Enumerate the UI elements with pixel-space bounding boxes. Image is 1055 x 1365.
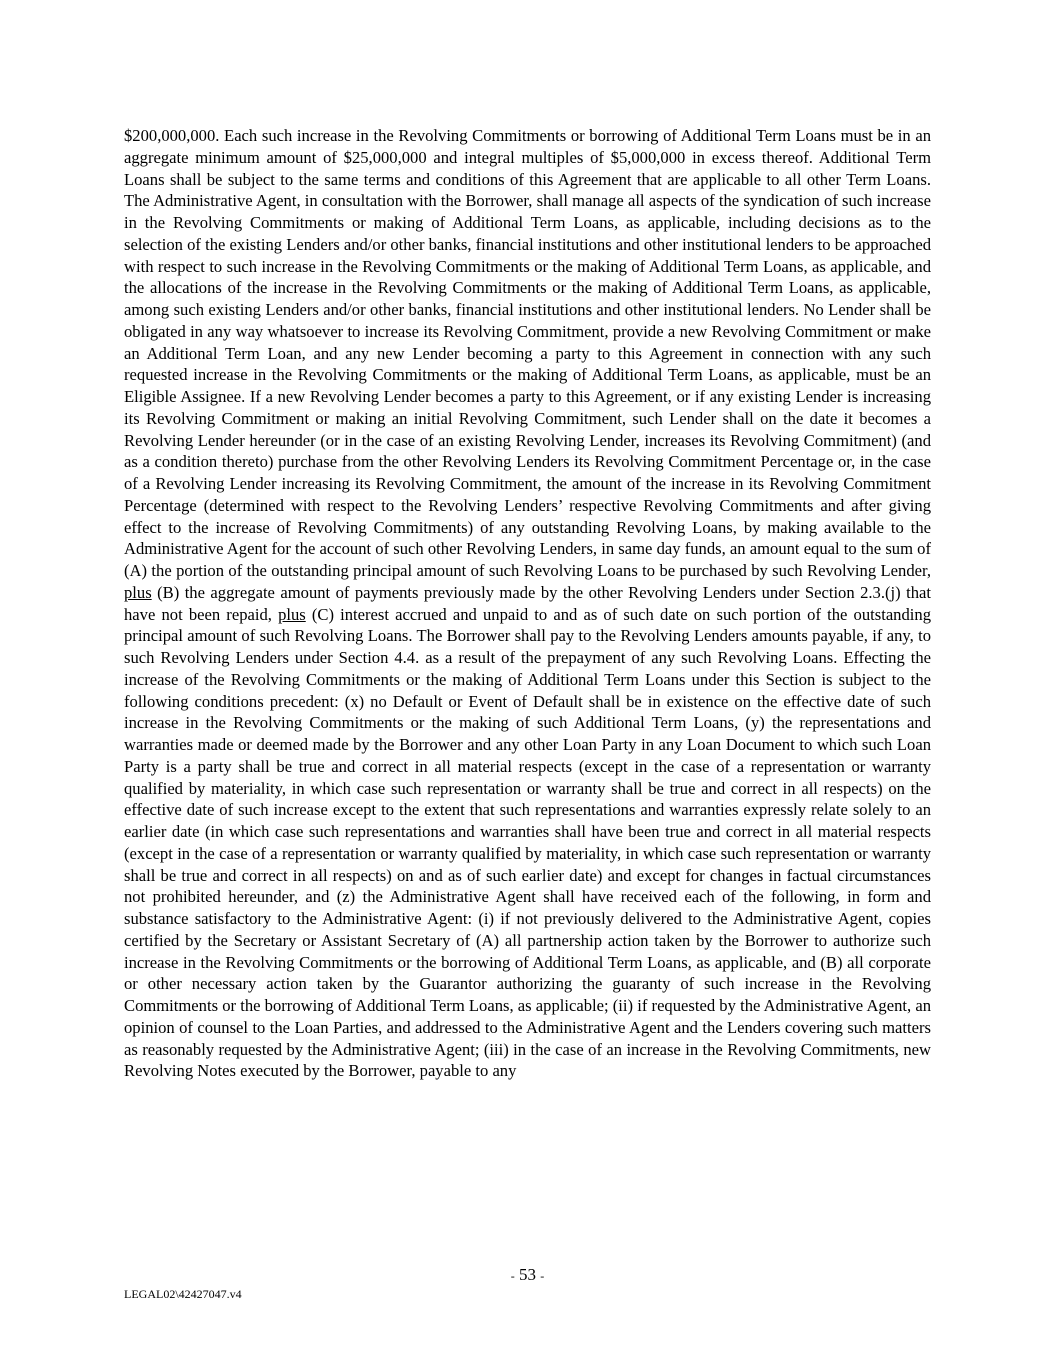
paragraph-run: (B) the aggregate amount of payments previously made by the other Revolving Lenders under Section 2.3.(j) that have not been repaid, [124,582,931,624]
underlined-term: plus [124,582,152,602]
document-id: LEGAL02\42427047.v4 [124,1287,242,1301]
page-number-dash-right: - [540,1269,545,1283]
page-number [0,1265,1055,1285]
body-paragraph [124,125,931,1082]
paragraph-run: $200,000,000. Each such increase in the Revolving Commitments or borrowing of Additional Term Loans must be in an aggregate minimum amount of $25,000,000 and integral multiples of $5,000,000 in excess thereof. Additional Term Loans shall be subject to the same terms and conditions of this Agreement that are applicable to all other Term Loans. The Administrative Agent, in consultation with the Borrower, shall manage all aspects of the syndication of such increase in the Revolving Commitments or making of Additional Term Loans, as applicable, including decisions as to the selection of the existing Lenders and/or other banks, financial institutions and other institutional lenders to be approached with respect to such increase in the Revolving Commitments or the making of Additional Term Loans, as applicable, and the allocations of the increase in the Revolving Commitments or the making of Additional Term Loans, as applicable, among such existing Lenders and/or other banks, financial institutions and other institutional lenders. No Lender shall be obligated in any way whatsoever to increase its Revolving Commitment, provide a new Revolving Commitment or make an Additional Term Loan, and any new Lender becoming a party to this Agreement in connection with any such requested increase in the Revolving Commitments or the making of Additional Term Loans, as applicable, must be an Eligible Assignee. If a new Revolving Lender becomes a party to this Agreement, or if any existing Lender is increasing its Revolving Commitment or making an initial Revolving Commitment, such Lender shall on the date it becomes a Revolving Lender hereunder (or in the case of an existing Revolving Lender, increases its Revolving Commitment) (and as a condition thereto) purchase from the other Revolving Lenders its Revolving Commitment Percentage or, in the case of a Revolving Lender increasing its Revolving Commitment, the amount of the increase in its Revolving Commitment Percentage (determined with respect to the Revolving Lenders’ respective Revolving Commitments and after giving effect to the increase of Revolving Commitments) of any outstanding Revolving Loans, by making available to the Administrative Agent for the account of such other Revolving Lenders, in same day funds, an amount equal to the sum of (A) the portion of the outstanding principal amount of such Revolving Loans to be purchased by such Revolving Lender, [124,126,931,580]
underlined-term: plus [278,604,306,624]
paragraph-run: (C) interest accrued and unpaid to and as of such date on such portion of the outstanding principal amount of such Revolving Loans. The Borrower shall pay to the Revolving Lenders amounts payable, if any, to such Revolving Lenders under Section 4.4. as a result of the prepayment of any such Revolving Loans. Effecting the increase of the Revolving Commitments or the making of Additional Term Loans under this Section is subject to the following conditions precedent: (x) no Default or Event of Default shall be in existence on the effective date of such increase in the Revolving Commitments or the making of such Additional Term Loans, (y) the representations and warranties made or deemed made by the Borrower and any other Loan Party in any Loan Document to which such Loan Party is a party shall be true and correct in all material respects (except in the case of a representation or warranty qualified by materiality, in which case such representation or warranty shall be true and correct in all respects) on the effective date of such increase except to the extent that such representations and warranties expressly relate solely to an earlier date (in which case such representations and warranties shall have been true and correct in all material respects (except in the case of a representation or warranty qualified by materiality, in which case such representation or warranty shall be true and correct in all respects) on and as of such earlier date) and except for changes in factual circumstances not prohibited hereunder, and (z) the Administrative Agent shall have received each of the following, in form and substance satisfactory to the Administrative Agent: (i) if not previously delivered to the Administrative Agent, copies certified by the Secretary or Assistant Secretary of (A) all partnership action taken by the Borrower to authorize such increase in the Revolving Commitments or the borrowing of Additional Term Loans, as applicable, and (B) all corporate or other necessary action taken by the Guarantor authorizing the guaranty of such increase in the Revolving Commitments or the borrowing of Additional Term Loans, as applicable; (ii) if requested by the Administrative Agent, an opinion of counsel to the Loan Parties, and addressed to the Administrative Agent and the Lenders covering such matters as reasonably requested by the Administrative Agent; (iii) in the case of an increase in the Revolving Commitments, new Revolving Notes executed by the Borrower, payable to any [124,604,931,1081]
page-number-dash-left: - [510,1269,515,1283]
page-number-value: 53 [519,1265,536,1284]
